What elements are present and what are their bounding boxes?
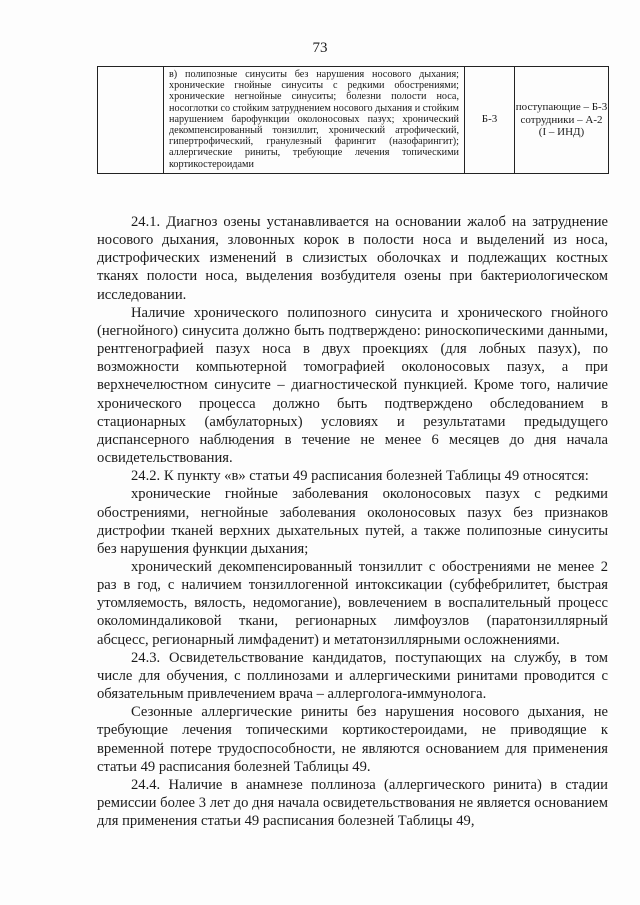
result-employees: сотрудники – А-2 [520, 113, 603, 126]
result-candidates: поступающие – Б-3 [515, 101, 608, 114]
table-cell-category: Б-3 [465, 67, 515, 174]
paragraph-24-1: 24.1. Диагноз озены устанавливается на основании жалоб на затруднение носового дыхания, зловонных корок в полости носа и выделений из носа, дистрофических изменений в слизистых оболочках и подлежащих костных тканях полости носа, выделения возбудителя озены при бактериологическом исследовании. [97, 214, 608, 303]
paragraph-purulent: хронические гнойные заболевания околоносовых пазух с редкими обострениями, негнойные заболевания околоносовых пазух без признаков дистрофии тканей верхних дыхательных путей, а также полипозные синуситы без нарушения функции дыхания; [97, 486, 608, 557]
table-row [98, 67, 609, 174]
paragraph-24-2: 24.2. К пункту «в» статьи 49 расписания болезней Таблицы 49 относятся: [131, 468, 589, 485]
body-text [97, 213, 608, 830]
paragraph-seasonal: Сезонные аллергические риниты без нарушения носового дыхания, не требующие лечения топическими кортикостероидами, не приводящие к временной потере трудоспособности, не являются основанием для применения статьи 49 расписания болезней Таблицы 49. [97, 704, 608, 775]
table-cell-description: в) полипозные синуситы без нарушения носового дыхания; хронические гнойные синуситы с редкими обострениями; хронические негнойные синуситы; болезни полости носа, носоглотки со стойким затруднением носового дыхания и стойким нарушением барофункции околоносовых пазух; хронический декомпенсированный тонзиллит, хронический атрофический, гипертрофический, гранулезный фарингит (назофарингит); аллергические риниты, требующие лечения топическими кортикостероидами [164, 67, 465, 174]
page-number: 73 [312, 40, 328, 56]
paragraph-24-4: 24.4. Наличие в анамнезе поллиноза (аллергического ринита) в стадии ремиссии более 3 лет до дня начала освидетельствования не является основанием для применения статьи 49 расписания болезней Таблицы 49, [97, 776, 608, 830]
result-ind: (I – ИНД) [538, 126, 585, 139]
paragraph-tonsillitis: хронический декомпенсированный тонзиллит с обострениями не менее 2 раз в год, с наличием тонзиллогенной интоксикации (субфебрилитет, быстрая утомляемость, вялость, недомогание), вовлечением в воспалительный процесс околоминдаликовой ткани, регионарных лимфоузлов (паратонзиллярный абсцесс, регионарный лимфаденит) и метатонзиллярными осложнениями. [97, 558, 608, 648]
disease-schedule-table [97, 66, 609, 174]
paragraph-polyposis: Наличие хронического полипозного синусита и хронического гнойного (негнойного) синусита должно быть подтверждено: риноскопическими данными, рентгенографией пазух носа в двух проекциях (для лобных пазух), по возможности компьютерной томографией околоносовых пазух, а при верхнечелюстном синусите – диагностической пункцией. Кроме того, наличие хронического процесса должно быть подтверждено обследованием в стационарных (амбулаторных) условиях и результатами предыдущего диспансерного наблюдения в течение не менее 6 месяцев до дня начала освидетельствования. [97, 304, 608, 467]
table-cell-result [515, 67, 609, 174]
table-cell-article [98, 67, 164, 174]
paragraph-24-3: 24.3. Освидетельствование кандидатов, поступающих на службу, в том числе для обучения, с поллинозами и аллергическими ринитами проводится с обязательным привлечением врача – аллерголога-иммунолога. [97, 649, 608, 703]
